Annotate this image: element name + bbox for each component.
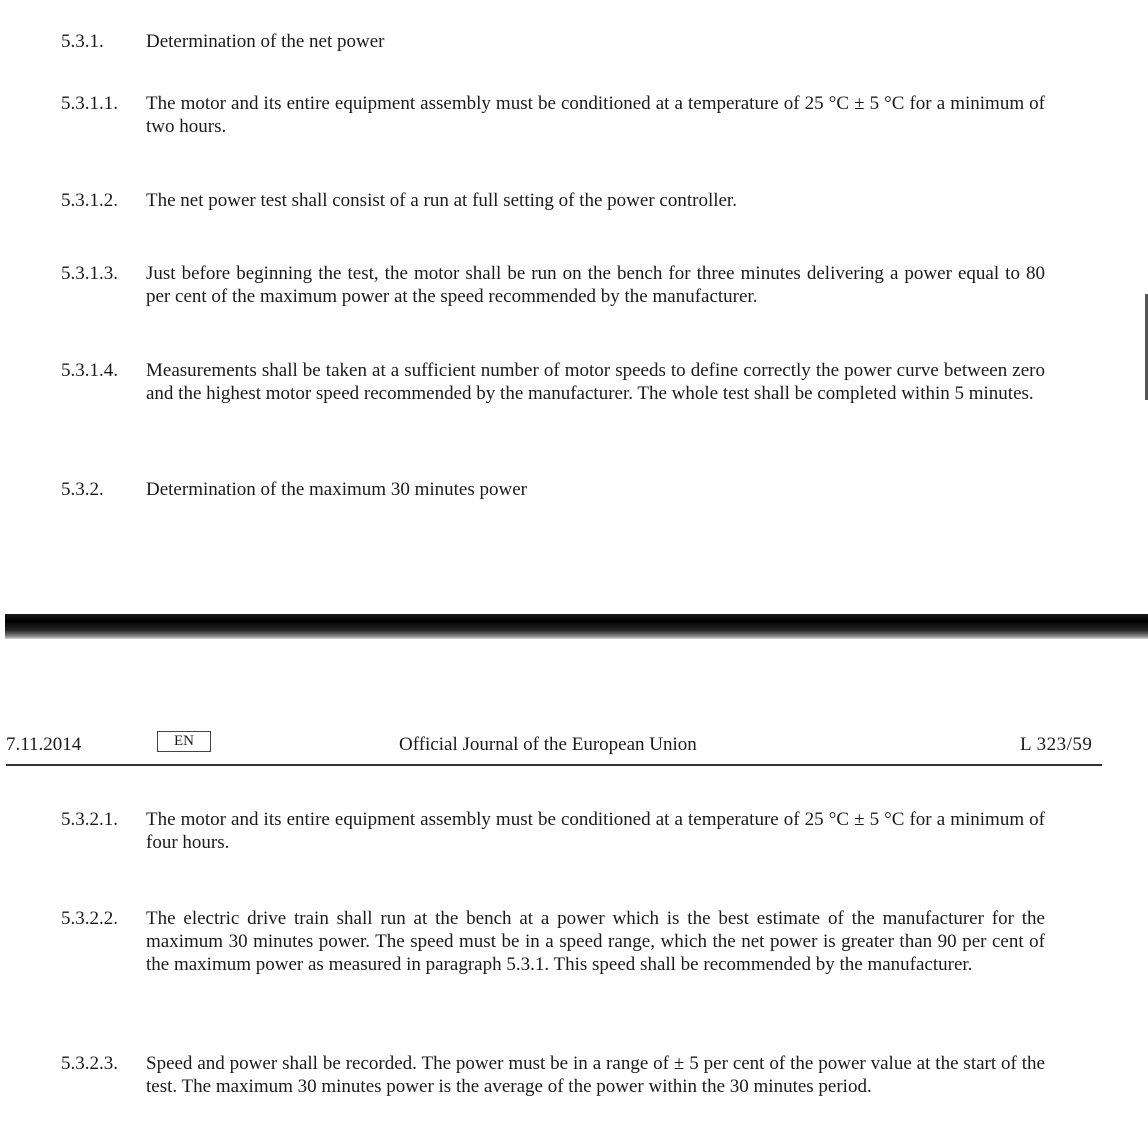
paragraph-number: 5.3.2.1. xyxy=(61,809,118,830)
paragraph-text: Just before beginning the test, the motor shall be run on the bench for three minutes delivering a power equal to 80 per cent of the maximum power at the speed recommended by the manufacturer. xyxy=(146,263,1045,307)
journal-title: Official Journal of the European Union xyxy=(399,734,697,755)
paragraph-number: 5.3.1.4. xyxy=(61,360,118,381)
header-date: 7.11.2014 xyxy=(6,734,82,755)
paragraph-heading: Determination of the maximum 30 minutes power xyxy=(146,479,527,500)
header-rule xyxy=(6,764,1102,766)
paragraph-text: The motor and its entire equipment assembly must be conditioned at a temperature of 25 °C ± 5 °C for a minimum of two hours. xyxy=(146,93,1045,137)
paragraph-number: 5.3.1.2. xyxy=(61,190,118,211)
page-header xyxy=(0,730,1148,770)
paragraph-text: The net power test shall consist of a run at full setting of the power controller. xyxy=(146,190,737,211)
paragraph-number: 5.3.2. xyxy=(61,479,104,500)
language-badge: EN xyxy=(157,731,211,752)
paragraph-heading: Determination of the net power xyxy=(146,31,385,52)
page-separator xyxy=(5,614,1148,639)
paragraph-text: The electric drive train shall run at the bench at a power which is the best estimate of the manufacturer for the maximum 30 minutes power. The speed must be in a speed range, which the net power is greater than 90 per cent of the maximum power as measured in paragraph 5.3.1. This speed shall be recommended by the manufacturer. xyxy=(146,908,1045,975)
paragraph-text: Speed and power shall be recorded. The power must be in a range of ± 5 per cent of the power value at the start of the test. The maximum 30 minutes power is the average of the power within the 30 minutes period. xyxy=(146,1053,1045,1097)
paragraph-text: The motor and its entire equipment assembly must be conditioned at a temperature of 25 °C ± 5 °C for a minimum of four hours. xyxy=(146,809,1045,853)
paragraph-text: Measurements shall be taken at a sufficient number of motor speeds to define correctly the power curve between zero and the highest motor speed recommended by the manufacturer. The whole test shall be completed within 5 minutes. xyxy=(146,360,1045,404)
paragraph-number: 5.3.2.3. xyxy=(61,1053,118,1074)
paragraph-number: 5.3.2.2. xyxy=(61,908,118,929)
paragraph-number: 5.3.1. xyxy=(61,31,104,52)
page-reference: L 323/59 xyxy=(1020,734,1093,755)
paragraph-number: 5.3.1.1. xyxy=(61,93,118,114)
paragraph-number: 5.3.1.3. xyxy=(61,263,118,284)
